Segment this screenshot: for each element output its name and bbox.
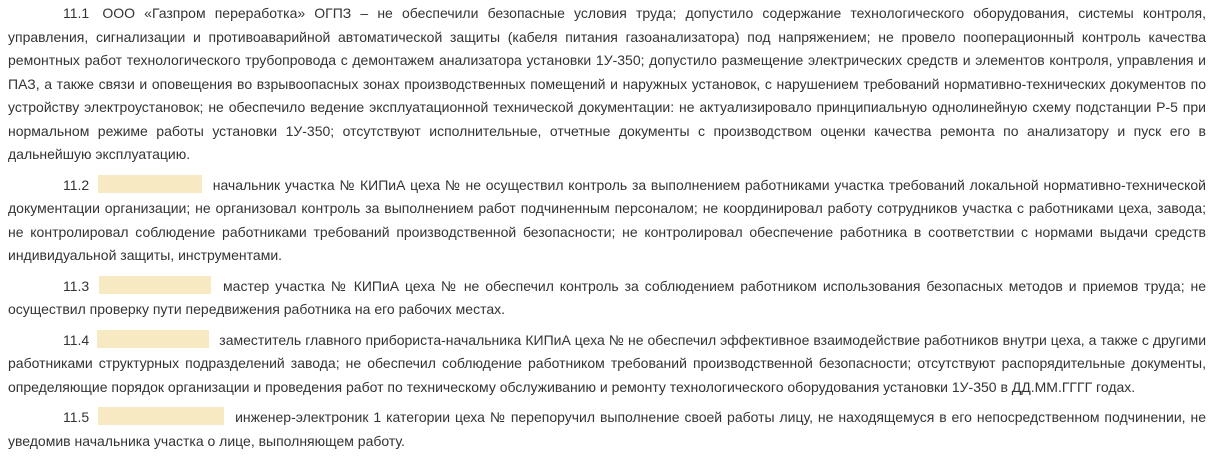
paragraph-text: ООО «Газпром переработка» ОГПЗ – не обеспечили безопасные условия труда; допустило содержание технологического оборудования, системы контроля, управления, сигнализации и противоаварийной автоматической защиты (кабеля питания газоанализатора) под напряжением; не провело пооперационный контроль качества ремонтных работ технологического трубопровода с демонтажем анализатора установки 1У-350; допустило размещение электрических средств и элементов контроля, управления и ПАЗ, а также связи и оповещения во взрывоопасных зонах производственных помещений и наружных установок, с нарушением требований нормативно-технических документов по устройству электроустановок; не обеспечило ведение эксплуатационной технической документации: не актуализировало принципиальную однолинейную схему подстанции Р-5 при нормальном режиме работы установки 1У-350; отсутствуют исполнительные, отчетные документы с производством оценки качества ремонта по анализатору и пуск его в дальнейшую эксплуатацию. — [8, 5, 1206, 162]
redacted-name-highlight — [98, 407, 224, 425]
paragraph-11-5 — [8, 406, 1206, 453]
document-body — [8, 2, 1206, 460]
paragraph-11-4 — [8, 329, 1206, 400]
paragraph-11-3 — [8, 275, 1206, 322]
paragraph-number: 11.4 — [63, 331, 90, 348]
paragraph-number: 11.5 — [63, 409, 90, 425]
redacted-name-highlight — [97, 330, 209, 348]
paragraph-11-2 — [8, 174, 1206, 268]
paragraph-text: начальник участка № КИПиА цеха № не осуществил контроль за выполнением работниками участка требований локальной нормативно-технической документации организации; не организовал контроль за выполнением работ подчиненным персоналом; не координировал работу сотрудников участка с работниками цеха, завода; не контролировал соблюдение работниками требований производственной безопасности; не контролировал обеспечение работника в соответствии с нормами выдачи средств индивидуальной защиты, инструментами. — [8, 176, 1206, 263]
paragraph-text: мастер участка № КИПиА цеха № не обеспечил контроль за соблюдением работником использования безопасных методов и приемов труда; не осуществил проверку пути передвижения работника на его рабочих местах. — [8, 277, 1207, 317]
paragraph-number: 11.3 — [63, 277, 90, 294]
paragraph-text: заместитель главного прибориста-начальника КИПиА цеха № не обеспечил эффективное взаимодействие работников внутри цеха, а также с другими работниками структурных подразделений завода; не обеспечил соблюдение работником требований производственной безопасности; отсутствуют распорядительные документы, определяющие порядок организации и проведения работ по техническому обслуживанию и ремонту технологического оборудования установки 1У-350 в ДД.ММ.ГГГГ годах. — [8, 331, 1207, 395]
paragraph-number: 11.1 — [63, 5, 90, 21]
redacted-name-highlight — [98, 175, 202, 193]
paragraph-11-1 — [8, 2, 1206, 167]
redacted-name-highlight — [99, 276, 211, 294]
paragraph-number: 11.2 — [63, 176, 90, 193]
paragraph-text: инженер-электроник 1 категории цеха № перепоручил выполнение своей работы лицу, не находящемуся в его непосредственном подчинении, не уведомив начальника участка о лице, выполняющем работу. — [8, 409, 1206, 449]
